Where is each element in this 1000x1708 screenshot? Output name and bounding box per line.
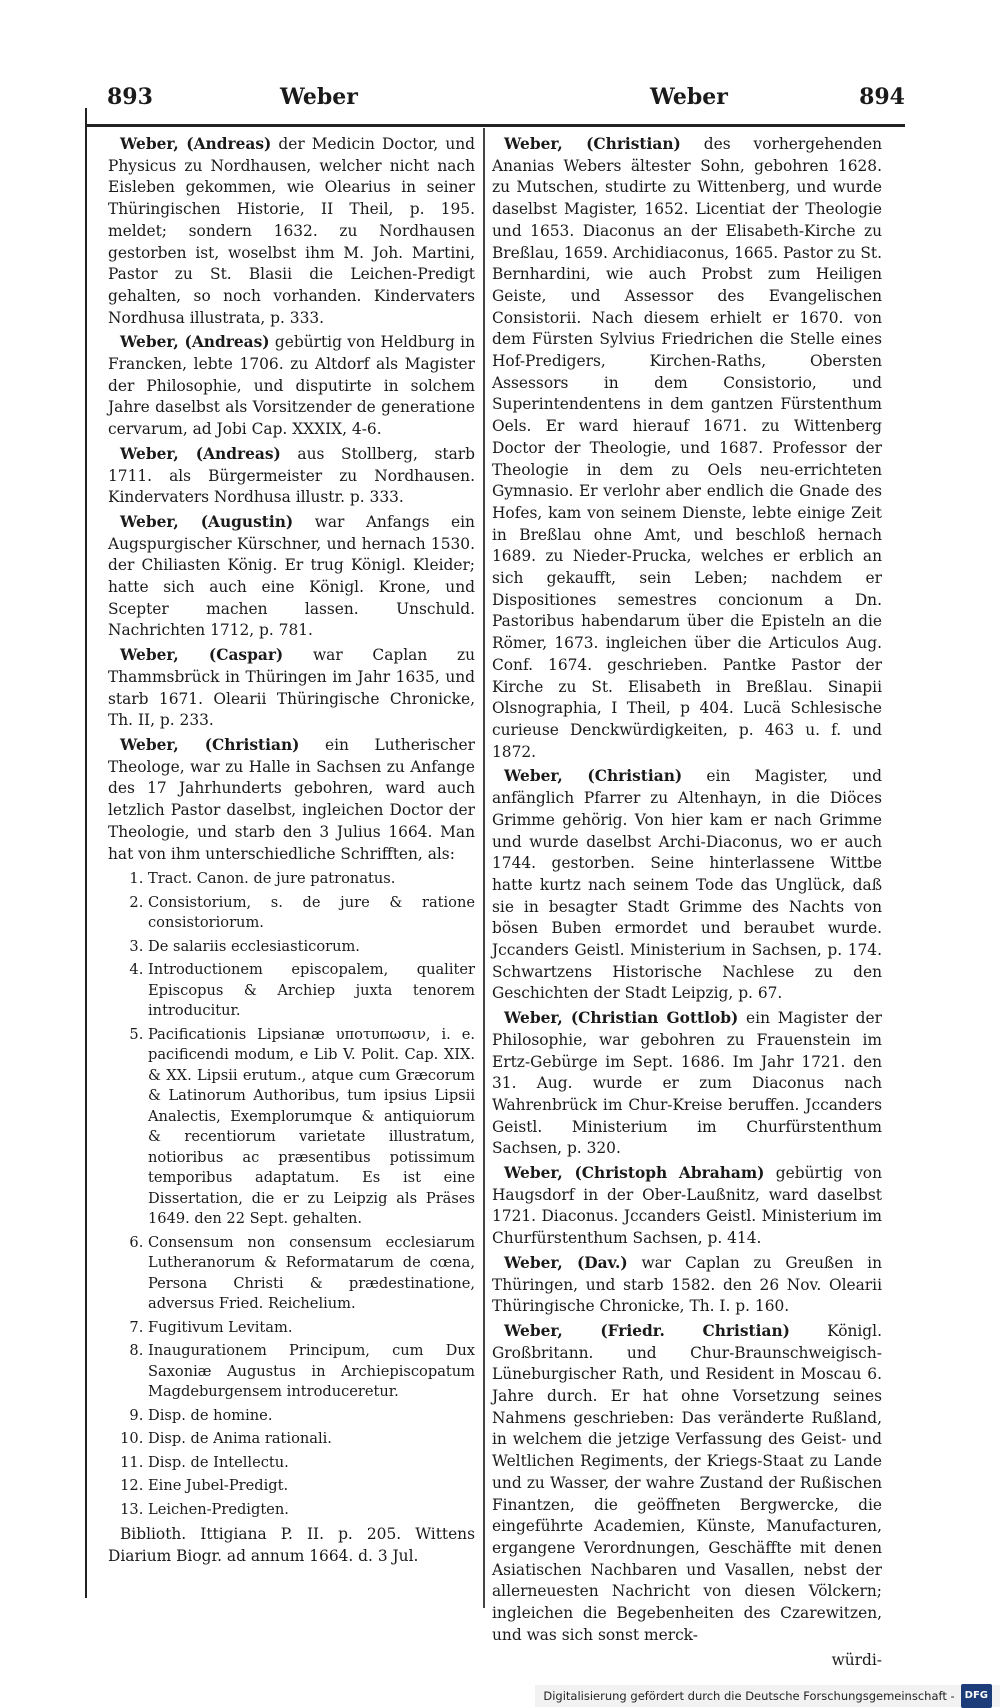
entry-weber-friedr-christian (492, 1321, 882, 1647)
entry-head: Weber, (Andreas) (120, 444, 281, 463)
entry-body: ein Lutherischer Theologe, war zu Halle in Sachsen zu Anfange des 17 Jahrhunderts gebohren, ward auch letzlich Pastor daselbst, ingleichen Doctor der Theologie, und starb den 3 Julius 1664. Man hat von ihm unterschiedliche Schrifften, als: (108, 735, 475, 863)
entry-head: Weber, (Christian) (120, 735, 300, 754)
entry-body: gebürtig von Haugsdorf in der Ober-Laußnitz, ward daselbst 1721. Diaconus. Jccanders Geistl. Ministerium im Churfürstenthum Sachsen, p. 414. (492, 1164, 882, 1248)
entry-body: ein Magister, und anfänglich Pfarrer zu Altenhayn, in die Diöces Grimme gehörig. Von hier kam er nach Grimme und wurde daselbst Archi-Diaconus, wo er auch 1744. gestorben. Seine hinterlassene Wittbe hatte kurtz nach seinem Tode das Unglück, daß sie in besagter Stadt Grimme des Nachts von bösen Buben ermordet und beraubet wurde. Jccanders Geistl. Ministerium in Sachsen, p. 174. Schwartzens Historische Nachlese zu den Geschichten der Stadt Leipzig, p. 67. (492, 767, 882, 1003)
work-item: 2. Consistorium, s. de jure & ratione consistoriorum. (148, 893, 475, 934)
work-item: 1. Tract. Canon. de jure patronatus. (148, 869, 475, 890)
entry-head: Weber, (Christian Gottlob) (504, 1009, 739, 1028)
work-item: 10. Disp. de Anima rationali. (148, 1429, 475, 1450)
works-list (108, 869, 475, 1520)
entry-weber-andreas-2 (108, 332, 475, 441)
running-header (95, 84, 905, 124)
entry-body: ein Magister der Philosophie, war gebohren zu Frauenstein im Ertz-Gebürge im Sept. 1686. Im Jahr 1721. den 31. Aug. wurde er zum Diaconus nach Wahrenbrück im Chur-Kreise beruffen. Jccanders Geistl. Ministerium im Churfürstenthum Sachsen, p. 320. (492, 1009, 882, 1158)
entry-weber-christian-1 (108, 735, 475, 865)
work-item: 9. Disp. de homine. (148, 1406, 475, 1427)
work-item: 4. Introductionem episcopalem, qualiter Episcopus & Archiep juxta tenorem introducitur. (148, 960, 475, 1022)
work-item: 12. Eine Jubel-Predigt. (148, 1476, 475, 1497)
entry-body: gebürtig von Heldburg in Francken, lebte 1706. zu Altdorf als Magister der Philosophie, und disputirte in solchem Jahre daselbst als Vorsitzender de generatione cervarum, ad Jobi Cap. XXXIX, 4-6. (108, 333, 475, 439)
work-item: 6. Consensum non consensum ecclesiarum Lutheranorum & Reformatarum de cœna, Persona Christi & prædestinatione, adversus Fried. Reichelium. (148, 1233, 475, 1315)
header-rule (85, 124, 905, 127)
page-number-right: 894 (859, 84, 905, 110)
column-divider (483, 128, 485, 1608)
entry-head: Weber, (Friedr. Christian) (504, 1321, 790, 1340)
entry-body: des vorhergehenden Ananias Webers ältester Sohn, gebohren 1628. zu Mutschen, studirte zu Wittenberg, und wurde daselbst Magister, 1652. Licentiat der Theologie und 1653. Diaconus an der Elisabeth-Kirche zu Breßlau, 1659. Archidiaconus, 1665. Pastor zu St. Bernhardini, wie auch Probst zum Heiligen Geiste, und Assessor des Evangelischen Consistorii. Nach diesem erhielt er 1670. von dem Fürsten Sylvius Friedrichen die Stelle eines Hof-Predigers, Kirchen-Raths, Obersten Assessors in dem Consistorio, und Superintendentens in dem gantzen Fürstenthum Oels. Er ward hierauf 1671. zu Wittenberg Doctor der Theologie, und 1687. Professor der Theologie in dem zu Oels neu-errichteten Gymnasio. Er verlohr aber endlich die Gnade des Hofes, kam von seinem Dienste, lebte einige Zeit in Breßlau ohne Amt, und beschloß hernach 1689. zu Nieder-Prucka, welches er erblich an sich gekaufft, sein Leben; nachdem er Dispositiones semestres concionum a Dn. Pastoribus habendarum über die Episteln an die Römer, 1673. ingleichen über die Articulos Aug. Conf. 1674. geschrieben. Pantke Pastor der Kirche zu St. Elisabeth in Breßlau. Sinapii Olsnographia, I Theil, p 404. Lucä Schlesische curieuse Denckwürdigkeiten, p. 463 u. f. und 1872. (492, 135, 882, 761)
work-item: 8. Inaugurationem Principum, cum Dux Saxoniæ Augustus in Archiepiscopatum Magdeburgensem introduceretur. (148, 1341, 475, 1403)
header-word-right: Weber (650, 84, 728, 110)
digitization-footer (535, 1685, 1000, 1707)
entry-weber-augustin (108, 512, 475, 642)
footer-text: Digitalisierung gefördert durch die Deutsche Forschungsgemeinschaft - (543, 1689, 955, 1703)
entry-weber-christoph-abraham (492, 1163, 882, 1250)
page-number-left: 893 (107, 84, 153, 110)
entry-head: Weber, (Christian) (504, 135, 681, 153)
entry-head: Weber, (Andreas) (120, 333, 270, 352)
catchword: würdi- (831, 1650, 882, 1669)
left-margin-rule (85, 108, 87, 1598)
entry-body: war Caplan zu Greußen in Thüringen, und starb 1582. den 26 Nov. Olearii Thüringische Chronicke, Th. I. p. 160. (492, 1253, 882, 1316)
entry-head: Weber, (Dav.) (504, 1253, 628, 1272)
entry-body: aus Stollberg, starb 1711. als Bürgermeister zu Nordhausen. Kindervaters Nordhusa illustr. p. 333. (108, 444, 475, 507)
entry-head: Weber, (Andreas) (120, 135, 272, 153)
entry-body: war Caplan zu Thammsbrück in Thüringen im Jahr 1635, und starb 1671. Olearii Thüringische Chronicke, Th. II, p. 233. (108, 646, 476, 730)
entry-weber-andreas-3 (108, 444, 475, 509)
bibliographic-reference: Biblioth. Ittigiana P. II. p. 205. Wittens Diarium Biogr. ad annum 1664. d. 3 Jul. (108, 1525, 475, 1565)
work-item: 11. Disp. de Intellectu. (148, 1453, 475, 1474)
entry-weber-dav (492, 1253, 882, 1318)
entry-head: Weber, (Christian) (504, 767, 683, 786)
entry-weber-caspar (108, 645, 475, 732)
work-item: 13. Leichen-Predigten. (148, 1500, 475, 1521)
entry-body: Königl. Großbritann. und Chur-Braunschweigisch-Lüneburgischer Rath, und Resident in Moscau 6. Jahre durch. Er hat ohne Vorsetzung seines Nahmens geschrieben: Das veränderte Rußland, in welchem die jetzige Verfassung des Geist- und Weltlichen Regiments, der Kriegs-Staat zu Lande und zu Wasser, der wahre Zustand der Rußischen Finantzen, die geöffneten Bergwercke, die eingeführte Academien, Künste, Manufacturen, ergangene Verordnungen, Geschäffte mit denen Asiatischen Nachbaren und Vasallen, nebst der allerneuesten Nachricht von diesen Völckern; ingleichen die Begebenheiten des Czarewitzen, und was sich sonst merck- (492, 1321, 882, 1644)
work-item: 7. Fugitivum Levitam. (148, 1318, 475, 1339)
entry-head: Weber, (Augustin) (120, 512, 294, 531)
header-word-left: Weber (280, 84, 358, 110)
entry-head: Weber, (Christoph Abraham) (504, 1164, 765, 1183)
right-column (492, 134, 882, 1674)
work-item: 3. De salariis ecclesiasticorum. (148, 937, 475, 958)
work-item: 5. Pacificationis Lipsianæ υποτυπωσιν, i. e. pacificendi modum, e Lib V. Polit. Cap. XIX. & XX. Lipsii erutum., atque cum Græcorum & Latinorum Authoribus, tum ipsius Lipsii Analectis, Exemplorumque & antiquiorum & recentiorum varietate illustratum, notioribus ac præsentibus potissimum temporibus adaptatum. Es ist eine Dissertation, die er zu Leipzig als Präses 1649. den 22 Sept. gehalten. (148, 1025, 475, 1230)
entry-weber-christian-gottlob (492, 1008, 882, 1160)
entry-weber-christian-2 (492, 134, 882, 763)
left-column (108, 134, 475, 1571)
entry-weber-andreas-1 (108, 134, 475, 329)
dfg-logo-icon: DFG (961, 1684, 992, 1708)
entry-body: war Anfangs ein Augspurgischer Kürschner, und hernach 1530. der Chiliasten König. Er trug Königl. Kleider; hatte sich auch eine Königl. Krone, und Scepter machen lassen. Unschuld. Nachrichten 1712, p. 781. (108, 512, 475, 640)
entry-body: der Medicin Doctor, und Physicus zu Nordhausen, welcher nicht nach Eisleben gekommen, wie Olearius in seiner Thüringischen Historie, II Theil, p. 195. meldet; sondern 1632. zu Nordhausen gestorben ist, woselbst ihm M. Joh. Martini, Pastor zu St. Blasii die Leichen-Predigt gehalten, so noch vorhanden. Kindervaters Nordhusa illustrata, p. 333. (108, 135, 475, 327)
entry-head: Weber, (Caspar) (120, 646, 284, 665)
entry-weber-christian-3 (492, 766, 882, 1005)
